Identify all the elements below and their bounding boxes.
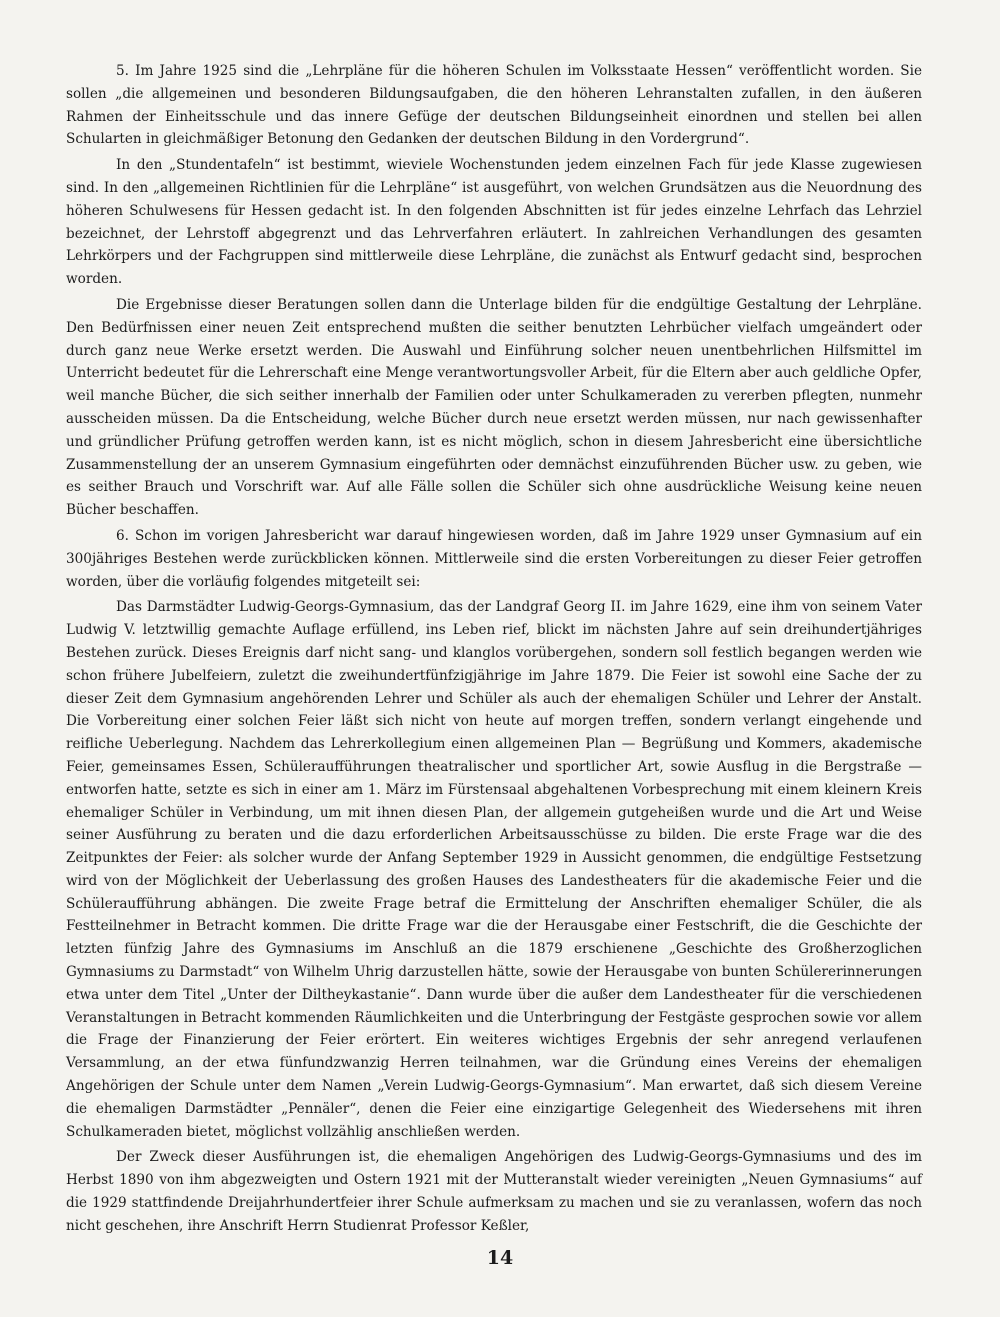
paragraph-gymnasium-feier: Das Darmstädter Ludwig-Georgs-Gymnasium, das der Landgraf Georg II. im Jahre 1629, eine ihm von seinem Vater Ludwig V. letztwillig gemachte Auflage erfüllend, ins Leben rief, blickt im nächsten Jahre auf sein dreihundertjähriges Bestehen zurück. Dieses Ereignis darf nicht sang- und klanglos vorübergehen, sondern soll festlich begangen werden wie schon frühere Jubelfeiern, zuletzt die zweihundertfünfzigjährige im Jahre 1879. Die Feier ist sowohl eine Sache der zu dieser Zeit dem Gymnasium angehörenden Lehrer und Schüler als auch der ehemaligen Schüler und Lehrer der Anstalt. Die Vorbereitung einer solchen Feier läßt sich nicht von heute auf morgen treffen, sondern verlangt eingehende und reifliche Ueberlegung. Nachdem das Lehrerkollegium einen allgemeinen Plan — Begrüßung und Kommers, akademische Feier, gemeinsames Essen, Schüleraufführungen theatralischer und sportlicher Art, sowie Ausflug in die Bergstraße — entworfen hatte, setzte es sich in einer am 1. März im Fürstensaal abgehaltenen Vorbesprechung mit einem kleinern Kreis ehemaliger Schüler in Verbindung, um mit ihnen diesen Plan, der allgemein gutgeheißen wurde und die Art und Weise seiner Ausführung zu beraten und die dazu erforderlichen Arbeitsausschüsse zu bilden. Die erste Frage war die des Zeitpunktes der Feier: als solcher wurde der Anfang September 1929 in Aussicht genommen, die endgültige Festsetzung wird von der Möglichkeit der Ueberlassung des großen Hauses des Landestheaters für die akademische Feier und die Schüleraufführung abhängen. Die zweite Frage betraf die Ermittelung der Anschriften ehemaliger Schüler, die als Festteilnehmer in Betracht kommen. Die dritte Frage war die der Herausgabe einer Festschrift, die die Geschichte der letzten fünfzig Jahre des Gymnasiums im Anschluß an die 1879 erschienene „Geschichte des Großherzoglichen Gymnasiums zu Darmstadt“ von Wilhelm Uhrig darzustellen hätte, sowie der Herausgabe von bunten Schülererinnerungen etwa unter dem Titel „Unter der Diltheykastanie“. Dann wurde über die außer dem Landestheater für die verschiedenen Veranstaltungen in Betracht kommenden Räumlichkeiten und die Unterbringung der Festgäste gesprochen sowie vor allem die Frage der Finanzierung der Feier erörtert. Ein weiteres wichtiges Ergebnis der sehr anregend verlaufenen Versammlung, an der etwa fünfundzwanzig Herren teilnahmen, war die Gründung eines Vereins der ehemaligen Angehörigen der Schule unter dem Namen „Verein Ludwig-Georgs-Gymnasium“. Man erwartet, daß sich diesem Vereine die ehemaligen Darmstädter „Pennäler“, denen die Feier eine einzigartige Gelegenheit des Wiedersehens mit ihren Schulkameraden bietet, möglichst vollzählig anschließen werden. — [66, 599, 922, 1140]
page-number: 14 — [486, 1247, 514, 1269]
paragraph-zweck: Der Zweck dieser Ausführungen ist, die ehemaligen Angehörigen des Ludwig-Georgs-Gymnasiums und des im Herbst 1890 von ihm abgezweigten und Ostern 1921 mit der Mutteranstalt wieder vereinigten „Neuen Gymnasiums“ auf die 1929 stattfindende Dreijahrhundertfeier ihrer Schule aufmerksam zu machen und sie zu veranlassen, wofern das noch nicht geschehen, ihre Anschrift Herrn Studienrat Professor Keßler, — [66, 1149, 922, 1234]
paragraph-section-5: 5. Im Jahre 1925 sind die „Lehrpläne für die höheren Schulen im Volksstaate Hessen“ veröffentlicht worden. Sie sollen „die allgemeinen und besonderen Bildungsaufgaben, die den höheren Lehranstalten zufallen, in den äußeren Rahmen der Einheitsschule und das innere Gefüge der deutschen Bildungseinheit einordnen und stellen bei allen Schularten in gleichmäßiger Betonung den Gedanken der deutschen Bildung in den Vordergrund“. — [66, 63, 922, 148]
paragraph-section-6: 6. Schon im vorigen Jahresbericht war darauf hingewiesen worden, daß im Jahre 1929 unser Gymnasium auf ein 300jähriges Bestehen werde zurückblicken können. Mittlerweile sind die ersten Vorbereitungen zu dieser Feier getroffen worden, über die vorläufig folgendes mitgeteilt sei: — [66, 527, 922, 590]
body-text — [66, 60, 922, 1238]
paragraph-stundentafeln: In den „Stundentafeln“ ist bestimmt, wieviele Wochenstunden jedem einzelnen Fach für jede Klasse zugewiesen sind. In den „allgemeinen Richtlinien für die Lehrpläne“ ist ausgeführt, von welchen Grundsätzen aus die Neuordnung des höheren Schulwesens für Hessen gedacht ist. In den folgenden Abschnitten ist für jedes einzelne Lehrfach das Lehrziel bezeichnet, der Lehrstoff abgegrenzt und das Lehrverfahren erläutert. In zahlreichen Verhandlungen des gesamten Lehrkörpers und der Fachgruppen sind mittlerweile diese Lehrpläne, die zunächst als Entwurf gedacht sind, besprochen worden. — [66, 157, 922, 288]
paragraph-ergebnisse: Die Ergebnisse dieser Beratungen sollen dann die Unterlage bilden für die endgültige Gestaltung der Lehrpläne. Den Bedürfnissen einer neuen Zeit entsprechend mußten die seither benutzten Lehrbücher vielfach umgeändert oder durch ganz neue Werke ersetzt werden. Die Auswahl und Einführung solcher neuen unentbehrlichen Hilfsmittel im Unterricht bedeutet für die Lehrerschaft eine Menge verantwortungsvoller Arbeit, für die Eltern aber auch geldliche Opfer, weil manche Bücher, die sich seither innerhalb der Familien oder unter Schulkameraden zu vererben pflegten, nunmehr ausscheiden müssen. Da die Entscheidung, welche Bücher durch neue ersetzt werden müssen, nur nach gewissenhafter und gründlicher Prüfung getroffen werden kann, ist es nicht möglich, schon in diesem Jahresbericht eine übersichtliche Zusammenstellung der an unserem Gymnasium eingeführten oder demnächst einzuführenden Bücher usw. zu geben, wie es seither Brauch und Vorschrift war. Auf alle Fälle sollen die Schüler sich ohne ausdrückliche Weisung keine neuen Bücher beschaffen. — [66, 296, 922, 519]
